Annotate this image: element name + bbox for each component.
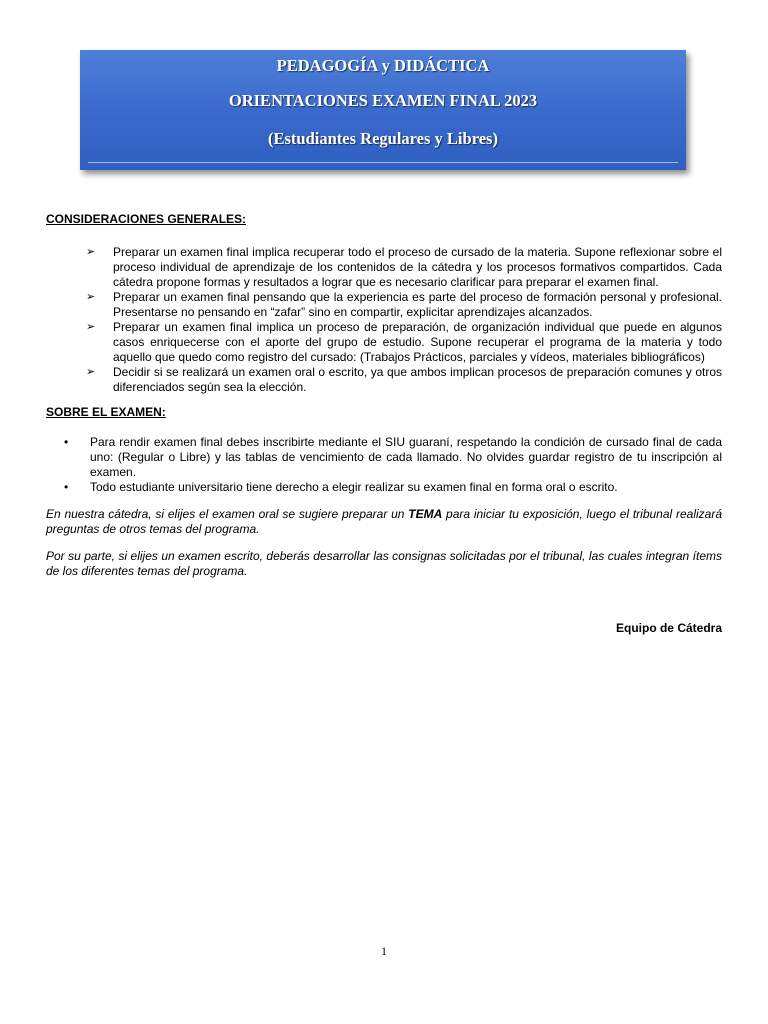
title-main: ORIENTACIONES EXAMEN FINAL 2023 (228, 91, 538, 110)
title-audience: (Estudiantes Regulares y Libres) (268, 129, 498, 148)
list-item: ➢ Preparar un examen final pensando que la experiencia es parte del proceso de formación personal y profesional. Presentarse no pensando en “zafar” sino en compartir, explicitar aprendizajes alcanzados. (86, 290, 722, 319)
bullet-icon: • (64, 480, 69, 494)
title-banner (80, 50, 686, 170)
arrow-bullet-icon: ➢ (86, 321, 96, 333)
title-divider (88, 162, 678, 163)
written-exam-paragraph: Por su parte, si elijes un examen escrito, deberás desarrollar las consignas solicitadas por el tribunal, las cuales integran ítems de los diferentes temas del programa. (46, 549, 722, 578)
list-item: ➢ Preparar un examen final implica un proceso de preparación, de organización individual que puede en algunos casos enriquecerse con el aporte del grupo de estudio. Supone recuperar el programa de la materia y todo aquello que quedo como registro del cursado: (Trabajos Prácticos, parciales y vídeos, materiales bibliográficos) (86, 320, 722, 364)
list-item: ➢ Preparar un examen final implica recuperar todo el proceso de cursado de la materia. Supone reflexionar sobre el proceso individual de aprendizaje de los contenidos de la cátedra y los procesos formativos compartidos. Cada cátedra propone formas y resultados a lograr que es necesario clarificar para preparar el examen final. (86, 245, 722, 289)
list-item: • Todo estudiante universitario tiene derecho a elegir realizar su examen final en forma oral o escrito. (64, 480, 618, 494)
bullet-icon: • (64, 435, 69, 449)
document-body (46, 212, 722, 636)
examen-list (46, 435, 722, 495)
section-title-consideraciones: CONSIDERACIONES GENERALES: (46, 212, 247, 226)
page-number: 1 (381, 944, 387, 958)
consideraciones-list (46, 245, 722, 395)
arrow-bullet-icon: ➢ (86, 291, 96, 303)
list-item: ➢ Decidir si se realizará un examen oral o escrito, ya que ambos implican procesos de preparación comunes y otros diferenciados según sea la elección. (86, 365, 722, 394)
tema-emphasis: TEMA (408, 507, 443, 521)
oral-exam-paragraph: En nuestra cátedra, si elijes el examen oral se sugiere preparar un TEMA para iniciar tu exposición, luego el tribunal realizará preguntas de otros temas del programa. (46, 507, 722, 536)
signature: Equipo de Cátedra (615, 621, 722, 635)
section-title-examen: SOBRE EL EXAMEN: (46, 405, 166, 419)
list-item: • Para rendir examen final debes inscribirte mediante el SIU guaraní, respetando la condición de cursado final de cada uno: (Regular o Libre) y las tablas de vencimiento de cada llamado. No olvides guardar registro de tu inscripción al examen. (64, 435, 722, 479)
arrow-bullet-icon: ➢ (86, 366, 96, 378)
title-subject: PEDAGOGÍA y DIDÁCTICA (276, 56, 490, 75)
arrow-bullet-icon: ➢ (86, 246, 96, 258)
